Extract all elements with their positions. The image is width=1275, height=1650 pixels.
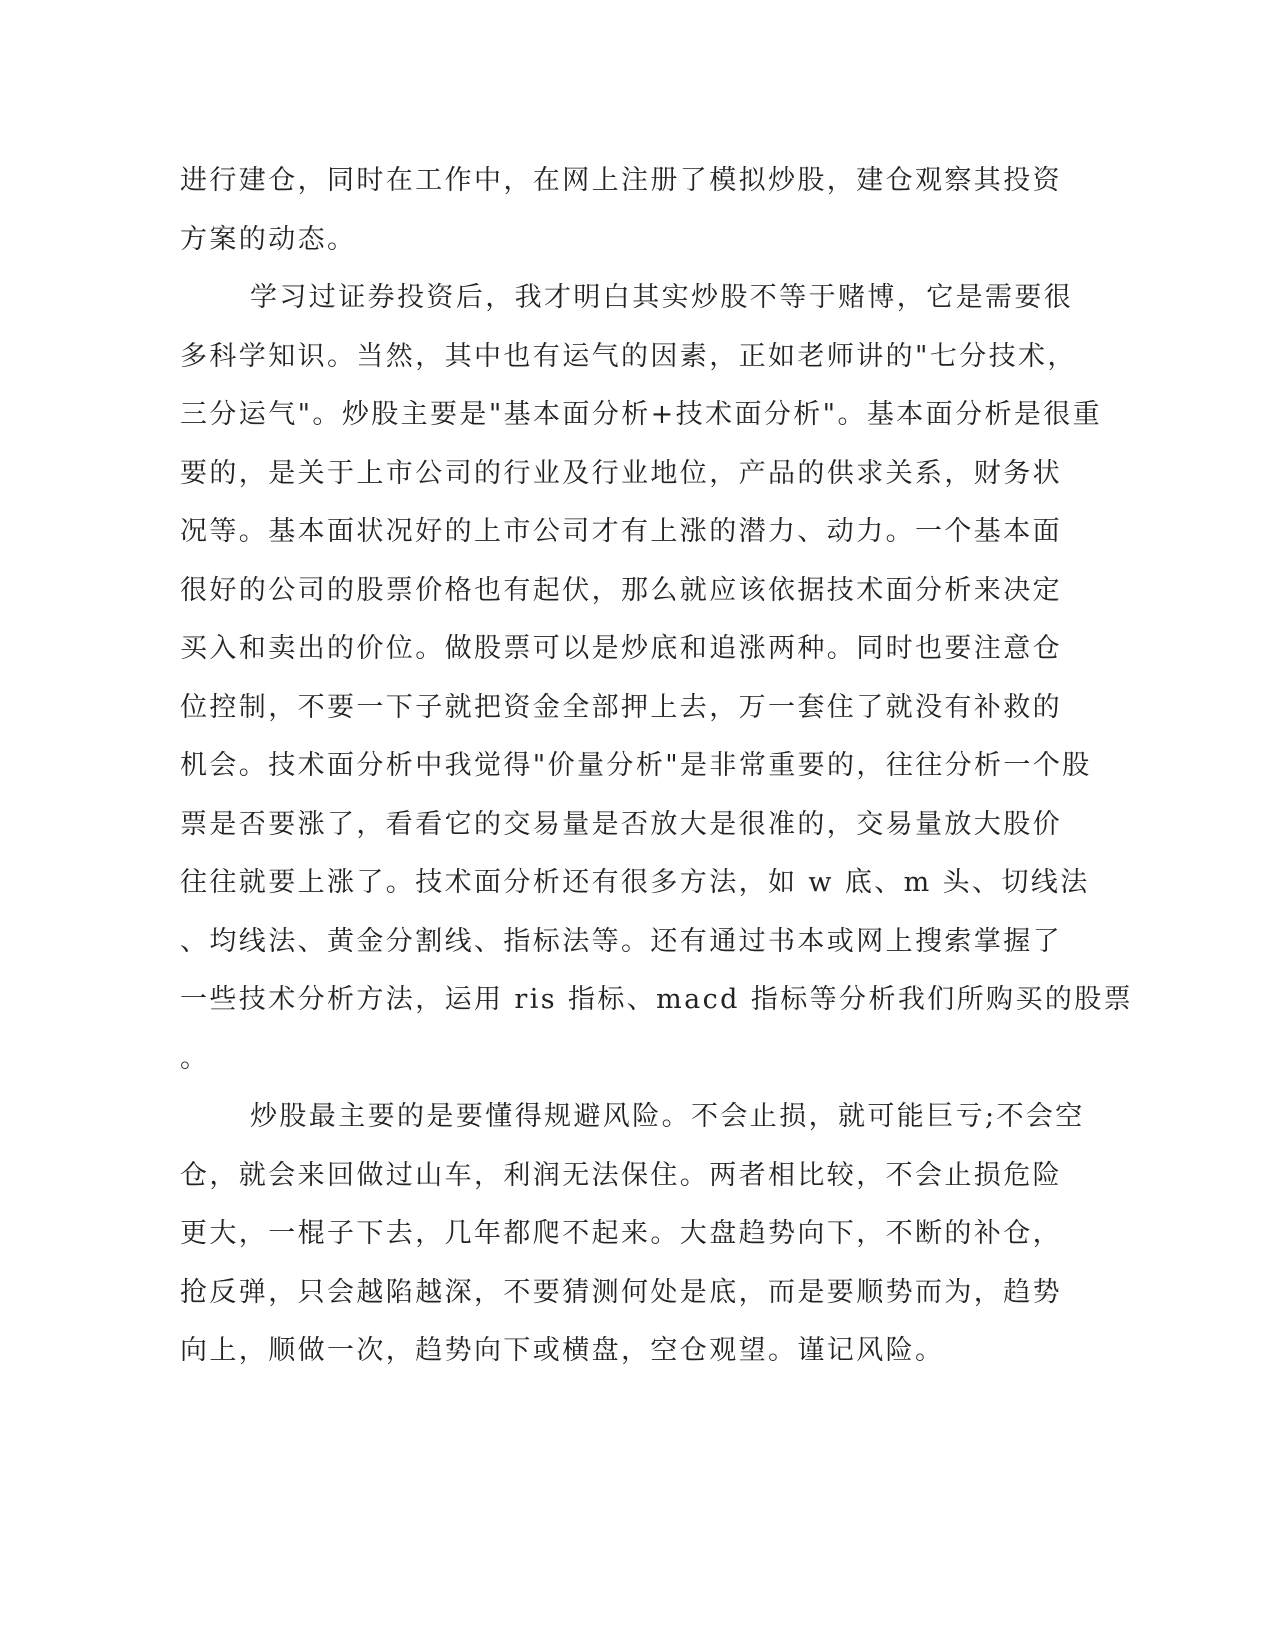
text-line: 一些技术分析方法，运用 ris 指标、macd 指标等分析我们所购买的股票 [180,984,1134,1015]
body-text [180,152,1134,1381]
text-line: 进行建仓，同时在工作中，在网上注册了模拟炒股，建仓观察其投资 [180,165,1062,196]
text-line: 买入和卖出的价位。做股票可以是炒底和追涨两种。同时也要注意仓 [180,633,1062,664]
text-line: 票是否要涨了，看看它的交易量是否放大是很准的，交易量放大股价 [180,808,1062,840]
text-line: 方案的动态。 [180,223,357,255]
text-line: 况等。基本面状况好的上市公司才有上涨的潜力、动力。一个基本面 [180,516,1062,547]
text-line: 往往就要上涨了。技术面分析还有很多方法，如 w 底、m 头、切线法 [180,867,1090,898]
text-line: 要的，是关于上市公司的行业及行业地位，产品的供求关系，财务状 [180,457,1062,489]
text-line: 、均线法、黄金分割线、指标法等。还有通过书本或网上搜索掌握了 [180,925,1062,957]
text-line: 很好的公司的股票价格也有起伏，那么就应该依据技术面分析来决定 [180,574,1062,606]
text-line: 向上，顺做一次，趋势向下或横盘，空仓观望。谨记风险。 [180,1335,945,1366]
text-line: 更大，一棍子下去，几年都爬不起来。大盘趋势向下，不断的补仓， [180,1218,1062,1249]
text-line: 炒股最主要的是要懂得规避风险。不会止损，就可能巨亏;不会空 [250,1101,1085,1132]
text-line: 三分运气"。炒股主要是"基本面分析+技术面分析"。基本面分析是很重 [180,399,1103,430]
text-line: 机会。技术面分析中我觉得"价量分析"是非常重要的，往往分析一个股 [180,750,1092,781]
text-line: 位控制，不要一下子就把资金全部押上去，万一套住了就没有补救的 [180,691,1062,723]
text-line: 学习过证券投资后，我才明白其实炒股不等于赌博，它是需要很 [250,282,1074,313]
text-line: 多科学知识。当然，其中也有运气的因素，正如老师讲的"七分技术， [180,340,1077,372]
text-line: 仓，就会来回做过山车，利润无法保住。两者相比较，不会止损危险 [180,1159,1062,1191]
text-line: 。 [180,1042,210,1074]
text-line: 抢反弹，只会越陷越深，不要猜测何处是底，而是要顺势而为，趋势 [180,1276,1062,1308]
